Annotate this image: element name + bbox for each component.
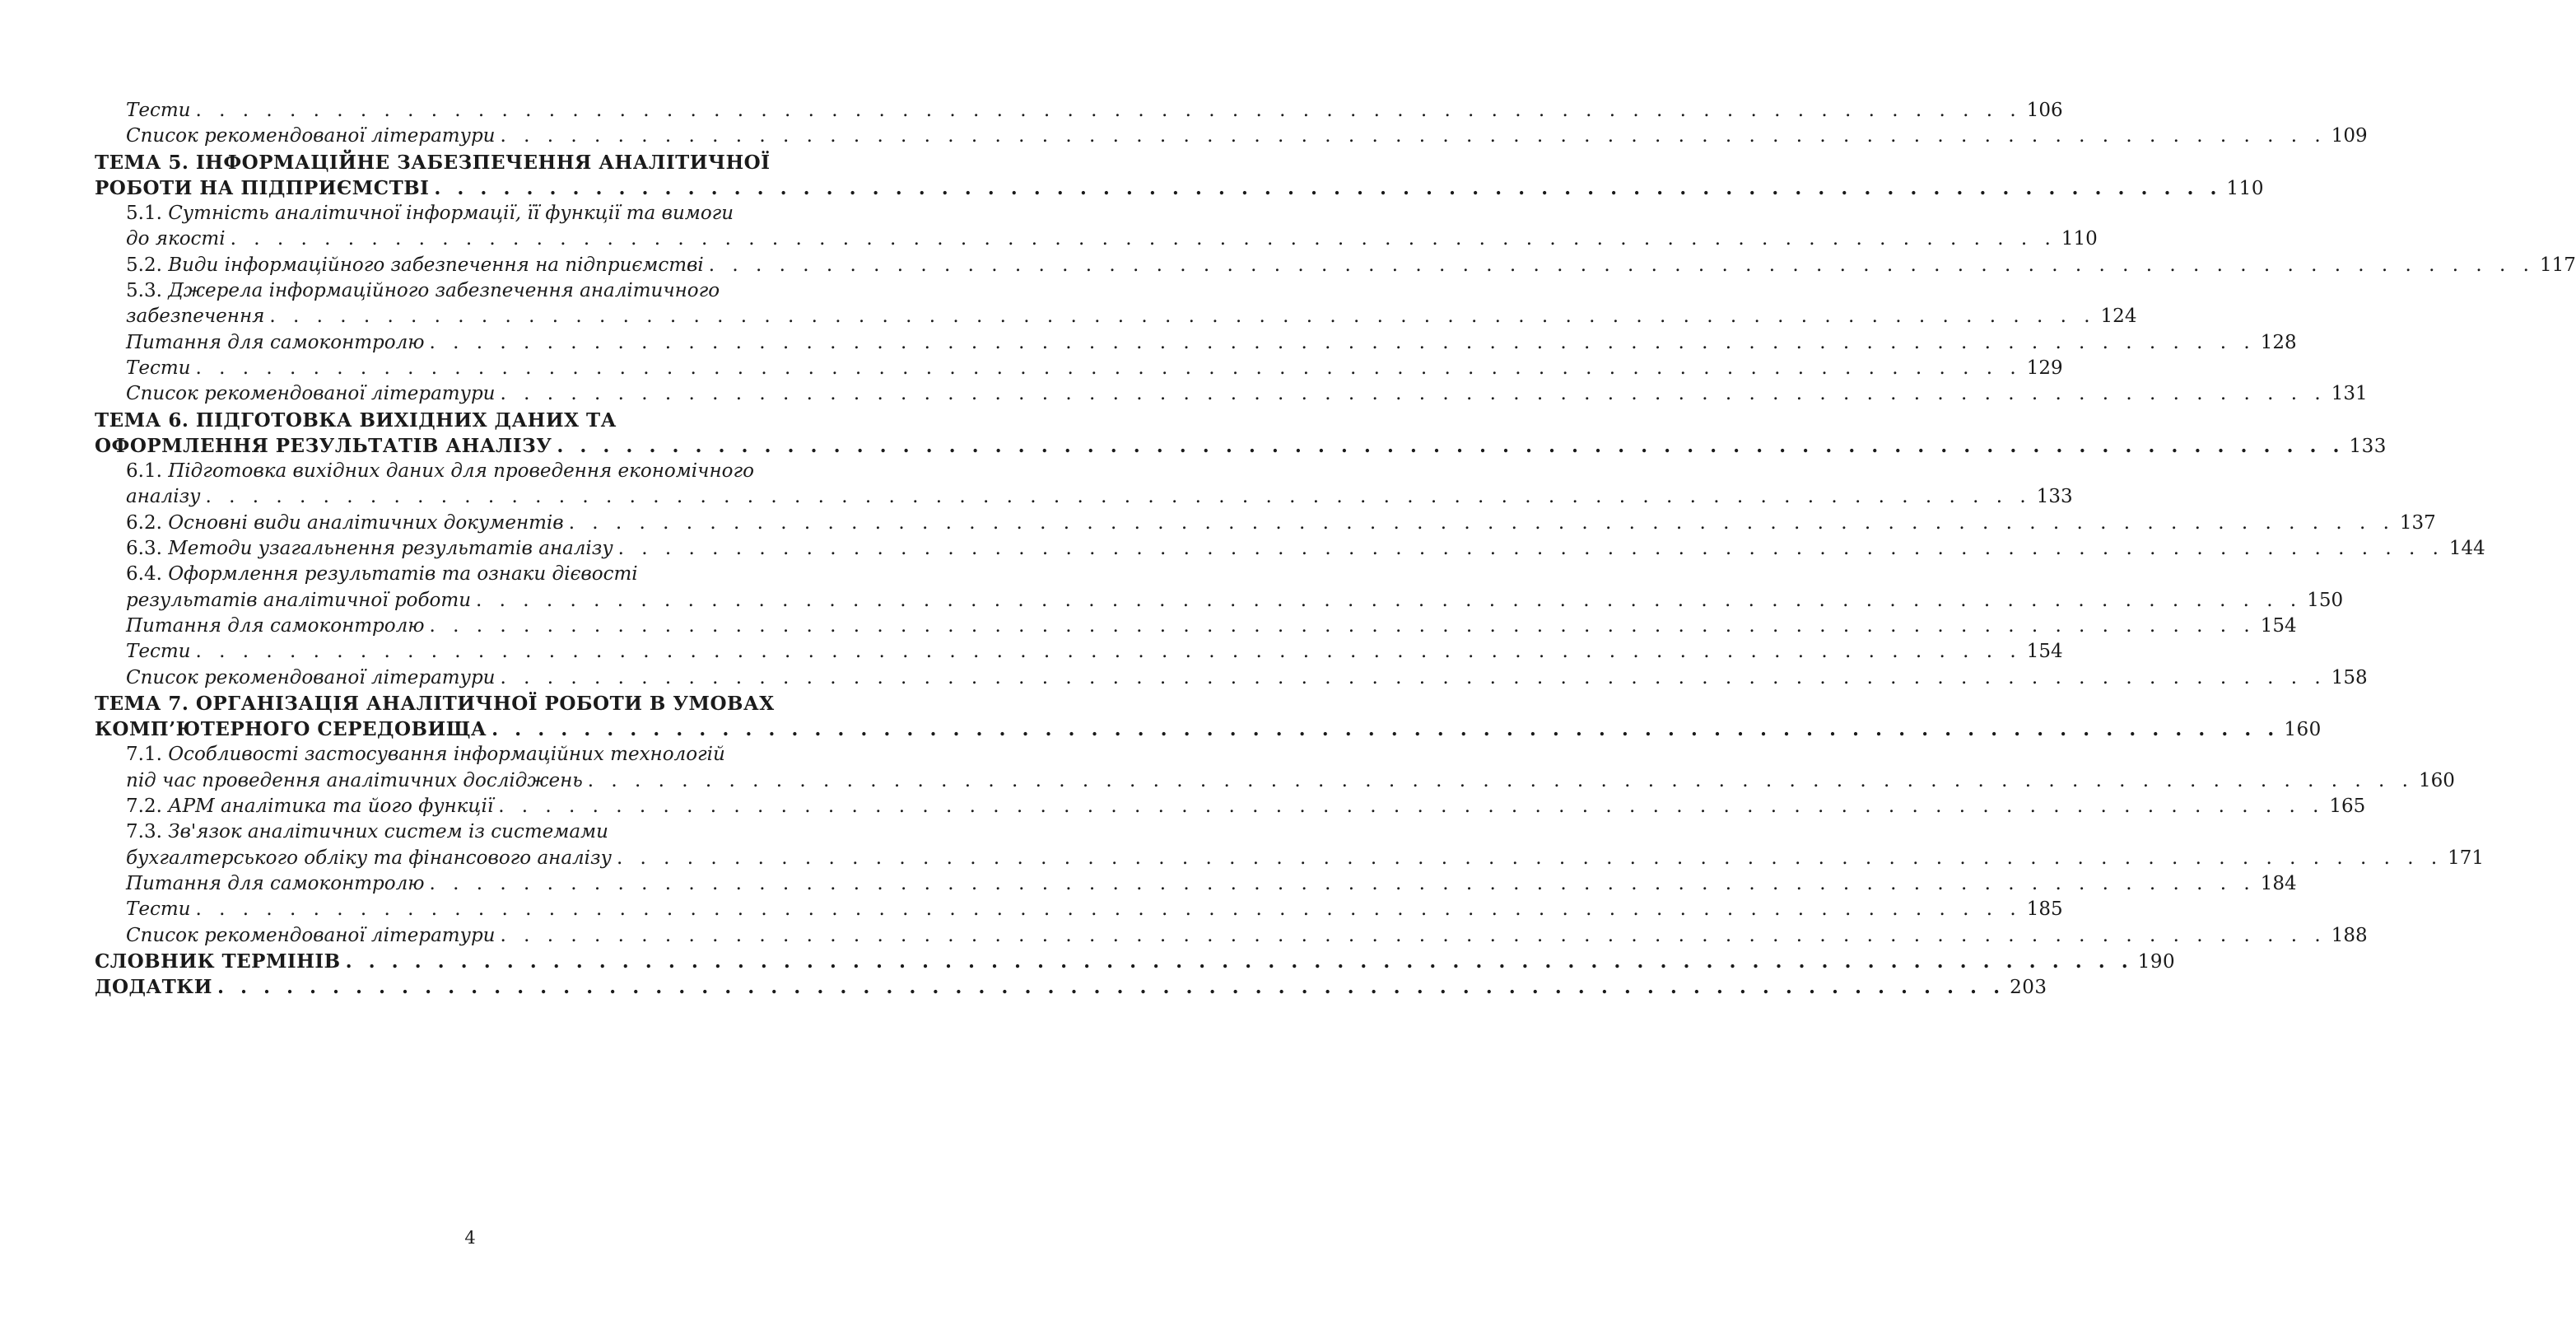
toc-entry-line [95, 98, 2063, 124]
toc-page-number: 188 [2331, 924, 2368, 946]
toc-entry-label [126, 278, 720, 304]
dot-leader: . . . . . . . . . . . . . . . . . . . . . . . . . . . . . . . . . . . . . . . . . . . . . . . . . . . . . . . . . . . . . . . . . . . . . . . . . . . . . . [617, 538, 2444, 560]
toc-entry-label [126, 562, 638, 587]
toc-heading-line [95, 433, 2387, 459]
toc-entry-text: Список рекомендованої літератури [126, 125, 496, 147]
dot-leader: . . . . . . . . . . . . . . . . . . . . . . . . . . . . . . . . . . . . . . . . . . . . . . . . . . . . . . . . . . . . . . . . . . . . . . . . . . . . . . [429, 872, 2256, 894]
toc-entry-text: Тести [126, 100, 191, 121]
toc-page-number: 185 [2026, 898, 2063, 921]
toc-page-number: 110 [2061, 228, 2098, 250]
toc-entry-line [95, 253, 2576, 278]
toc-heading-text: ОФОРМЛЕННЯ РЕЗУЛЬТАТІВ АНАЛІЗУ [95, 434, 552, 457]
toc-page-number: 137 [2399, 511, 2436, 534]
toc-entry-text: Методи узагальнення результатів аналізу [168, 538, 613, 560]
toc-entry-label [126, 846, 612, 871]
toc-entry-text: Тести [126, 357, 191, 379]
toc-heading-text: ДОДАТКИ [95, 976, 212, 999]
toc-heading-line [95, 716, 2322, 742]
toc-entry-line [95, 562, 848, 587]
toc-entry-label [126, 614, 425, 639]
toc-entry-line [95, 614, 2297, 639]
toc-page-number: 203 [2010, 977, 2047, 999]
dot-leader: . . . . . . . . . . . . . . . . . . . . . . . . . . . . . . . . . . . . . . . . . . . . . . . . . . . . . . . . . . . . . . . . . . . . . . . . . . . . . . [429, 331, 2256, 353]
toc-heading-line [95, 691, 848, 716]
toc-page-number: 160 [2284, 719, 2322, 741]
toc-entry-line [95, 639, 2063, 665]
toc-entry-label [95, 175, 429, 201]
toc-entry-label [126, 304, 264, 329]
toc-entry-label [126, 226, 226, 252]
toc-page-number: 154 [2026, 641, 2063, 663]
toc-entry-text: Питання для самоконтролю [126, 872, 425, 894]
toc-entry-text: Основні види аналітичних документів [168, 511, 564, 534]
dot-leader: . . . . . . . . . . . . . . . . . . . . . . . . . . . . . . . . . . . . . . . . . . . . . . . . . . . . . . . . . . . . . . . . . . . . . . . . . . . . . . [205, 486, 2032, 508]
toc-heading-text: ТЕМА 5. ІНФОРМАЦІЙНЕ ЗАБЕЗПЕЧЕННЯ АНАЛІТИЧНОЇ [95, 151, 771, 174]
toc-entry-text: Види інформаційного забезпечення на підприємстві [168, 254, 704, 276]
toc-entry-line [95, 330, 2297, 356]
toc-entry-label [126, 459, 754, 484]
toc-heading-text: КОМП’ЮТЕРНОГО СЕРЕДОВИЩА [95, 718, 487, 741]
toc-entry-line [95, 511, 2436, 536]
toc-entry-line [95, 536, 2485, 562]
toc-page-number: 117 [2539, 254, 2576, 276]
toc-entry-text: Джерела інформаційного забезпечення аналітичного [168, 280, 720, 302]
toc-entry-label [95, 408, 617, 433]
toc-entry-text: забезпечення [126, 306, 265, 328]
toc-page-number: 154 [2260, 614, 2297, 637]
toc-page-number: 184 [2260, 872, 2297, 894]
toc-page-number: 131 [2331, 383, 2368, 405]
toc-entry-label [126, 381, 495, 407]
toc-entry-number: 7.1. [126, 744, 169, 766]
dot-leader: . . . . . . . . . . . . . . . . . . . . . . . . . . . . . . . . . . . . . . . . . . . . . . . . . . . . . . . . . . . . . . . . . . . . . . . . . . . . . . [500, 924, 2327, 946]
dot-leader: . . . . . . . . . . . . . . . . . . . . . . . . . . . . . . . . . . . . . . . . . . . . . . . . . . . . . . . . . . . . . . . . . . . . . . . . . . . . . . [476, 589, 2303, 611]
toc-entry-number: 5.1. [126, 203, 169, 225]
toc-entry-number: 6.3. [126, 538, 169, 560]
toc-entry-line [95, 794, 2366, 819]
dot-leader: . . . . . . . . . . . . . . . . . . . . . . . . . . . . . . . . . . . . . . . . . . . . . . . . . . . . . . . . . . . . . . . . . . . . . . . . . . . . . . [708, 254, 2535, 276]
toc-entry-text: Сутність аналітичної інформації, її функції та вимоги [168, 203, 734, 225]
dot-leader: . . . . . . . . . . . . . . . . . . . . . . . . . . . . . . . . . . . . . . . . . . . . . . . . . . . . . . . . . . . . . . . . . . . . . . . . . . . . . . [195, 100, 2022, 121]
toc-entry-number: 6.2. [126, 511, 169, 534]
toc-entry-label [95, 949, 341, 974]
toc-entry-text: Список рекомендованої літератури [126, 383, 496, 405]
toc-entry-number: 5.3. [126, 280, 169, 302]
toc-page-number: 190 [2137, 950, 2176, 973]
toc-entry-line [95, 819, 848, 845]
toc-entry-text: Питання для самоконтролю [126, 331, 425, 353]
toc-entry-label [126, 639, 190, 665]
dot-leader: . . . . . . . . . . . . . . . . . . . . . . . . . . . . . . . . . . . . . . . . . . . . . . . . . . . . . . . . . . . . . . . . . . . . . . . . . . . . . . [500, 666, 2327, 688]
toc-entry-number: 7.2. [126, 796, 169, 818]
toc-entry-text: Питання для самоконтролю [126, 614, 425, 637]
toc-entry-label [126, 253, 704, 278]
toc-heading-text: СЛОВНИК ТЕРМІНІВ [95, 950, 341, 973]
toc-entry-label [95, 150, 770, 175]
toc-entry-label [126, 819, 608, 845]
toc-heading-text: ТЕМА 6. ПІДГОТОВКА ВИХІДНИХ ДАНИХ ТА [95, 408, 617, 432]
toc-entry-text: Тести [126, 898, 191, 921]
toc-entry-number: 6.1. [126, 460, 169, 483]
toc-entry-line [95, 459, 848, 484]
toc-entry-label [126, 124, 495, 149]
toc-entry-label [126, 330, 425, 356]
toc-heading-line [95, 949, 2176, 974]
toc-page-number: 106 [2026, 100, 2063, 121]
toc-entry-line [95, 484, 2073, 510]
dot-leader: . . . . . . . . . . . . . . . . . . . . . . . . . . . . . . . . . . . . . . . . . . . . . . . . . . . . . . . . . . . . . . . . . . . . . . . . . . . . . . [230, 228, 2057, 250]
dot-leader: . . . . . . . . . . . . . . . . . . . . . . . . . . . . . . . . . . . . . . . . . . . . . . . . . . . . . . . . . . . . . . . . . . . . . . . . . . . . . . [498, 796, 2325, 818]
table-of-contents [95, 98, 2576, 1000]
toc-page-number: 158 [2331, 666, 2368, 688]
dot-leader: . . . . . . . . . . . . . . . . . . . . . . . . . . . . . . . . . . . . . . . . . . . . . . . . . . . . . . . . . . . . . . . . . . . . . . . . . . . . . . [434, 176, 2222, 199]
toc-entry-text: аналізу [126, 486, 201, 508]
toc-entry-label [126, 768, 583, 794]
toc-heading-text: ТЕМА 7. ОРГАНІЗАЦІЯ АНАЛІТИЧНОЇ РОБОТИ В УМОВАХ [95, 692, 775, 715]
toc-entry-line [95, 588, 2344, 614]
dot-leader: . . . . . . . . . . . . . . . . . . . . . . . . . . . . . . . . . . . . . . . . . . . . . . . . . . . . . . . . . . . . . . . . . . . . . . . . . . . . . . [195, 898, 2022, 921]
toc-entry-line [95, 278, 848, 304]
toc-entry-line [95, 381, 2368, 407]
dot-leader: . . . . . . . . . . . . . . . . . . . . . . . . . . . . . . . . . . . . . . . . . . . . . . . . . . . . . . . . . . . . . . . . . . . . . . . . . . . . . . [345, 950, 2133, 973]
toc-entry-label [126, 536, 613, 562]
toc-entry-text: Зв'язок аналітичних систем із системами [168, 821, 608, 843]
toc-entry-text: АРМ аналітика та його функції [168, 796, 494, 818]
dot-leader: . . . . . . . . . . . . . . . . . . . . . . . . . . . . . . . . . . . . . . . . . . . . . . . . . . . . . . . . . . . . . . . . . . . . . . . . . . . . . . [557, 434, 2345, 457]
toc-entry-label [95, 433, 552, 459]
toc-page-number: 171 [2448, 847, 2485, 869]
toc-entry-line [95, 742, 848, 768]
toc-entry-line [95, 846, 2485, 871]
toc-entry-label [126, 201, 734, 226]
toc-entry-line [95, 923, 2368, 949]
toc-entry-label [126, 897, 190, 922]
toc-entry-label [126, 794, 493, 819]
toc-entry-line [95, 897, 2063, 922]
toc-entry-label [95, 691, 775, 716]
dot-leader: . . . . . . . . . . . . . . . . . . . . . . . . . . . . . . . . . . . . . . . . . . . . . . . . . . . . . . . . . . . . . . . . . . . . . . . . . . . . . . [616, 847, 2443, 869]
toc-heading-line [95, 150, 848, 175]
toc-entry-label [126, 665, 495, 691]
dot-leader: . . . . . . . . . . . . . . . . . . . . . . . . . . . . . . . . . . . . . . . . . . . . . . . . . . . . . . . . . . . . . . . . . . . . . . . . . . . . . . [429, 614, 2256, 637]
toc-entry-line [95, 768, 2455, 794]
dot-leader: . . . . . . . . . . . . . . . . . . . . . . . . . . . . . . . . . . . . . . . . . . . . . . . . . . . . . . . . . . . . . . . . . . . . . . . . . . . . . . [491, 718, 2280, 741]
toc-entry-label [126, 923, 495, 949]
dot-leader: . . . . . . . . . . . . . . . . . . . . . . . . . . . . . . . . . . . . . . . . . . . . . . . . . . . . . . . . . . . . . . . . . . . . . . . . . . . . . . [500, 125, 2327, 147]
page-number: 4 [464, 1228, 476, 1248]
dot-leader: . . . . . . . . . . . . . . . . . . . . . . . . . . . . . . . . . . . . . . . . . . . . . . . . . . . . . . . . . . . . . . . . . . . . . . . . . . . . . . [217, 976, 2005, 999]
toc-entry-text: Оформлення результатів та ознаки дієвості [168, 563, 638, 586]
toc-entry-text: під час проведення аналітичних досліджень [126, 769, 583, 791]
toc-heading-line [95, 175, 2264, 201]
toc-entry-line [95, 226, 2098, 252]
toc-entry-label [126, 98, 190, 124]
toc-page-number: 124 [2100, 306, 2137, 328]
dot-leader: . . . . . . . . . . . . . . . . . . . . . . . . . . . . . . . . . . . . . . . . . . . . . . . . . . . . . . . . . . . . . . . . . . . . . . . . . . . . . . [195, 641, 2022, 663]
toc-page-number: 165 [2329, 796, 2366, 818]
toc-page-number: 109 [2331, 125, 2368, 147]
toc-entry-text: Тести [126, 641, 191, 663]
toc-entry-label [126, 356, 190, 381]
toc-entry-line [95, 871, 2297, 897]
toc-entry-number: 7.3. [126, 821, 169, 843]
toc-page-number: 128 [2260, 331, 2297, 353]
toc-page-number: 133 [2036, 486, 2073, 508]
toc-entry-text: до якості [126, 228, 226, 250]
toc-entry-line [95, 124, 2368, 149]
toc-entry-number: 5.2. [126, 254, 169, 276]
dot-leader: . . . . . . . . . . . . . . . . . . . . . . . . . . . . . . . . . . . . . . . . . . . . . . . . . . . . . . . . . . . . . . . . . . . . . . . . . . . . . . [500, 383, 2327, 405]
toc-entry-line [95, 356, 2063, 381]
toc-entry-label [95, 974, 212, 1000]
toc-entry-label [126, 511, 564, 536]
toc-entry-text: результатів аналітичної роботи [126, 589, 472, 611]
toc-entry-line [95, 665, 2368, 691]
toc-entry-number: 6.4. [126, 563, 169, 586]
toc-page-number: 129 [2026, 357, 2063, 379]
toc-entry-text: Список рекомендованої літератури [126, 666, 496, 688]
toc-page-number: 144 [2448, 538, 2485, 560]
toc-entry-label [126, 484, 200, 510]
toc-page-number: 133 [2349, 435, 2387, 457]
dot-leader: . . . . . . . . . . . . . . . . . . . . . . . . . . . . . . . . . . . . . . . . . . . . . . . . . . . . . . . . . . . . . . . . . . . . . . . . . . . . . . [568, 511, 2395, 534]
toc-page-number: 150 [2307, 589, 2344, 611]
toc-entry-label [126, 588, 471, 614]
toc-entry-text: Список рекомендованої літератури [126, 924, 496, 946]
toc-entry-text: бухгалтерського обліку та фінансового аналізу [126, 847, 612, 869]
toc-entry-line [95, 304, 2137, 329]
toc-heading-line [95, 974, 2047, 1000]
dot-leader: . . . . . . . . . . . . . . . . . . . . . . . . . . . . . . . . . . . . . . . . . . . . . . . . . . . . . . . . . . . . . . . . . . . . . . . . . . . . . . [195, 357, 2022, 379]
toc-entry-text: Підготовка вихідних даних для проведення економічного [168, 460, 754, 483]
toc-page-number: 110 [2226, 177, 2264, 199]
toc-entry-label [126, 742, 725, 768]
toc-entry-line [95, 201, 848, 226]
dot-leader: . . . . . . . . . . . . . . . . . . . . . . . . . . . . . . . . . . . . . . . . . . . . . . . . . . . . . . . . . . . . . . . . . . . . . . . . . . . . . . [269, 306, 2096, 328]
toc-page-number: 160 [2418, 769, 2455, 791]
dot-leader: . . . . . . . . . . . . . . . . . . . . . . . . . . . . . . . . . . . . . . . . . . . . . . . . . . . . . . . . . . . . . . . . . . . . . . . . . . . . . . [587, 769, 2414, 791]
toc-entry-label [95, 716, 487, 742]
toc-entry-text: Особливості застосування інформаційних технологій [168, 744, 725, 766]
toc-entry-label [126, 871, 425, 897]
toc-heading-text: РОБОТИ НА ПІДПРИЄМСТВІ [95, 176, 430, 199]
toc-heading-line [95, 408, 848, 433]
